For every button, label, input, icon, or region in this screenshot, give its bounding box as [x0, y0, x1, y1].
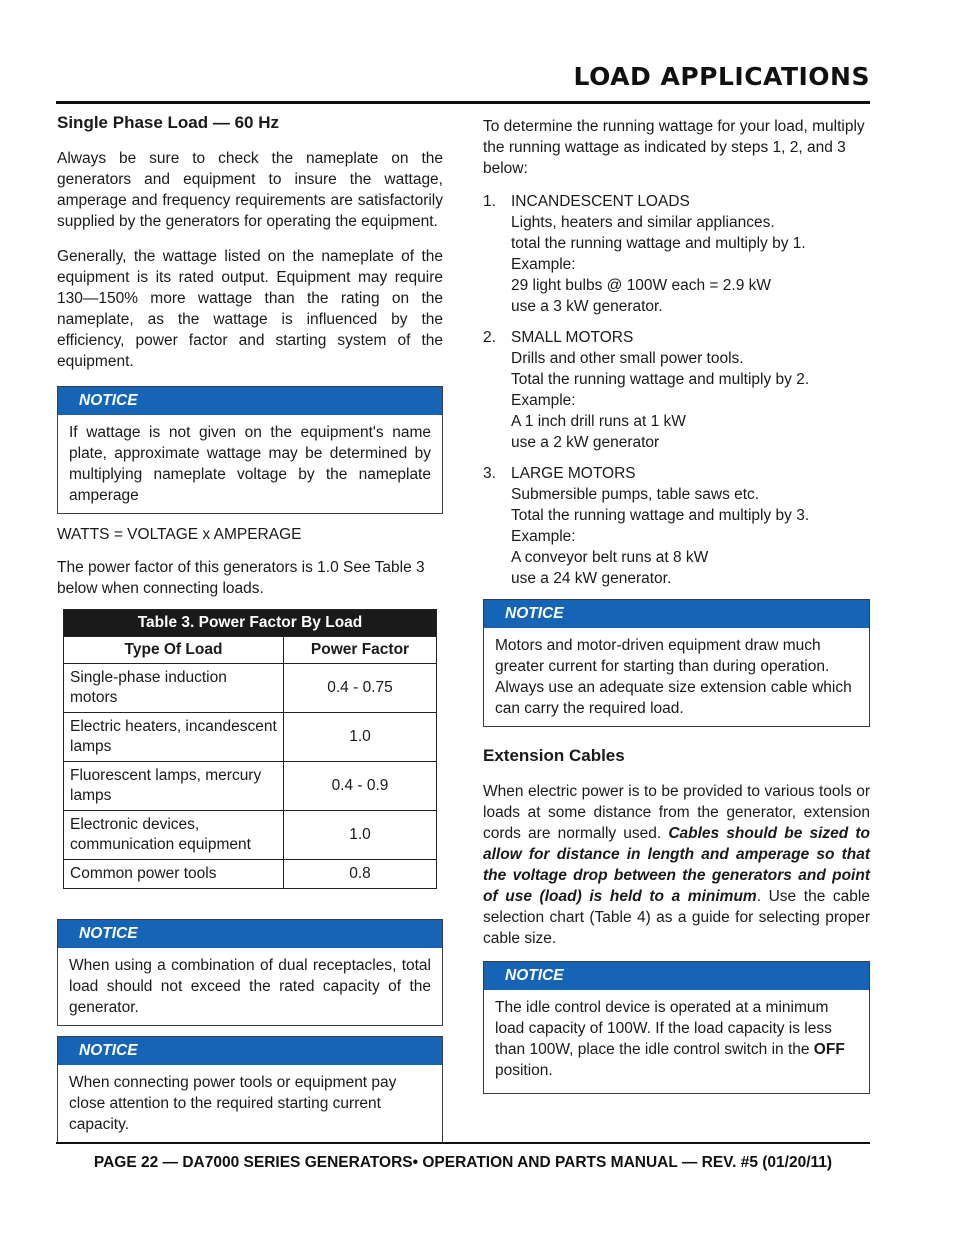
step-line: SMALL MOTORS [511, 329, 634, 346]
table-cell-pf: 0.8 [284, 860, 437, 889]
list-item [483, 191, 870, 317]
step-line: Total the running wattage and multiply by 3. [511, 507, 810, 524]
step-number: 2. [483, 329, 496, 346]
page-title: LOAD APPLICATIONS [573, 62, 870, 91]
table-cell-pf: 0.4 - 0.9 [284, 762, 437, 811]
step-line: Submersible pumps, table saws etc. [511, 486, 760, 503]
step-line: Example: [511, 392, 576, 409]
notice-label: NOTICE [58, 1037, 442, 1065]
step-line: LARGE MOTORS [511, 465, 636, 482]
section-heading-extension-cables: Extension Cables [483, 746, 625, 765]
table-cell-load: Single-phase induction motors [64, 664, 284, 713]
extension-text-end: . Use the cable selection chart (Table 4) as a guide for selecting proper cable size. [483, 888, 870, 947]
table-header-type: Type Of Load [64, 637, 284, 664]
footer-rule [56, 1142, 870, 1144]
paragraph-power-factor: The power factor of this generators is 1.0 See Table 3 below when connecting loads. [57, 559, 425, 597]
table-caption: Table 3. Power Factor By Load [64, 610, 437, 637]
section-heading-single-phase: Single Phase Load — 60 Hz [57, 113, 280, 132]
notice-box-starting-current [57, 1036, 443, 1143]
step-line: use a 3 kW generator. [511, 298, 663, 315]
table-cell-pf: 1.0 [284, 811, 437, 860]
table-row [64, 811, 437, 860]
table-row [64, 860, 437, 889]
step-line: use a 2 kW generator [511, 434, 660, 451]
table-row [64, 664, 437, 713]
notice-text: Motors and motor-driven equipment draw much greater current for starting than during operation. Always use an adequate size extension cable which can carry the required load. [495, 637, 852, 717]
table-header-power-factor: Power Factor [284, 637, 437, 664]
paragraph-running-wattage: To determine the running wattage for your load, multiply the running wattage as indicated by steps 1, 2, and 3 below: [483, 118, 865, 177]
off-keyword: OFF [813, 1041, 845, 1058]
step-line: A conveyor belt runs at 8 kW [511, 549, 709, 566]
step-line: INCANDESCENT LOADS [511, 193, 690, 210]
step-number: 3. [483, 465, 496, 482]
idle-text-intro: The idle control device is operated at a minimum load capacity of 100W. If the load capacity is less than 100W, place the idle control switch in the [495, 999, 832, 1058]
notice-box-idle-control [483, 961, 870, 1094]
notice-box-wattage [57, 386, 443, 514]
step-line: Drills and other small power tools. [511, 350, 744, 367]
notice-text [484, 990, 869, 1093]
table-cell-pf: 0.4 - 0.75 [284, 664, 437, 713]
page-footer: PAGE 22 — DA7000 SERIES GENERATORS• OPERATION AND PARTS MANUAL — REV. #5 (01/20/11) [93, 1154, 833, 1171]
step-line: 29 light bulbs @ 100W each = 2.9 kW [511, 277, 771, 294]
step-line: Example: [511, 528, 576, 545]
notice-box-motors [483, 599, 870, 727]
step-line: Total the running wattage and multiply by 2. [511, 371, 810, 388]
table-row [64, 713, 437, 762]
table-cell-load: Electric heaters, incandescent lamps [64, 713, 284, 762]
notice-label: NOTICE [58, 920, 442, 948]
table-row [64, 762, 437, 811]
step-number: 1. [483, 193, 496, 210]
notice-text: When using a combination of dual receptacles, total load should not exceed the rated capacity of the generator. [69, 957, 431, 1016]
left-column [57, 112, 443, 1153]
list-item [483, 327, 870, 453]
extension-text-emphasis: Cables should be sized to allow for distance in length and amperage so that the voltage drop between the generators and point of use (load) is held to a minimum [483, 825, 870, 905]
power-factor-table [63, 609, 437, 889]
paragraph-extension-cables [483, 781, 870, 949]
notice-label: NOTICE [484, 600, 869, 628]
table-cell-load: Electronic devices, communication equipment [64, 811, 284, 860]
paragraph-nameplate: Always be sure to check the nameplate on the generators and equipment to insure the wattage, amperage and frequency requirements are satisfactorily supplied by the generators for operating the equipment. [57, 150, 443, 230]
step-line: Example: [511, 256, 576, 273]
extension-text-intro: When electric power is to be provided to various tools or loads at some distance from the generator, extension cords are normally used. [483, 783, 870, 842]
step-line: use a 24 kW generator. [511, 570, 672, 587]
step-line: A 1 inch drill runs at 1 kW [511, 413, 686, 430]
idle-text-end: position. [495, 1062, 553, 1079]
list-item [483, 463, 870, 589]
notice-box-dual-receptacles [57, 919, 443, 1026]
header-rule [56, 101, 870, 104]
table-cell-pf: 1.0 [284, 713, 437, 762]
notice-label: NOTICE [58, 387, 442, 415]
step-line: total the running wattage and multiply by 1. [511, 235, 806, 252]
table-cell-load: Fluorescent lamps, mercury lamps [64, 762, 284, 811]
step-line: Lights, heaters and similar appliances. [511, 214, 775, 231]
formula-text: WATTS = VOLTAGE x AMPERAGE [57, 526, 302, 543]
notice-label: NOTICE [484, 962, 869, 990]
table-cell-load: Common power tools [64, 860, 284, 889]
notice-text: When connecting power tools or equipment pay close attention to the required starting current capacity. [69, 1074, 397, 1133]
paragraph-rated-output: Generally, the wattage listed on the nameplate of the equipment is its rated output. Equipment may require 130—150% more wattage than the rating on the nameplate, as the wattage is influenced by the efficiency, power factor and starting system of the equipment. [57, 248, 443, 370]
right-column [483, 116, 870, 1104]
steps-list [483, 191, 870, 589]
notice-text: If wattage is not given on the equipment's name plate, approximate wattage may be determined by multiplying nameplate voltage by the nameplate amperage [69, 424, 431, 504]
